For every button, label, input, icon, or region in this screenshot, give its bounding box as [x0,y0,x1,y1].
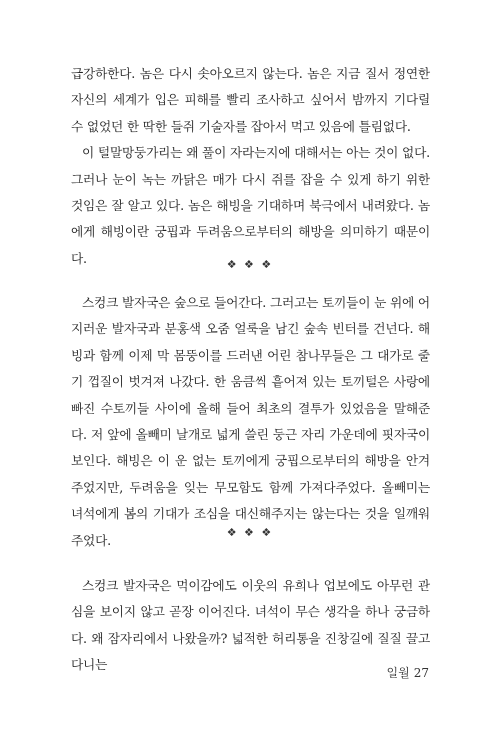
paragraph-1: 급강하한다. 놈은 다시 솟아오르지 않는다. 놈은 지금 질서 정연한 자신의 세계가 입은 피해를 빨리 조사하고 싶어서 밤까지 기다릴 수 없었던 한 딱한 들쥐 기술자를 잡아서 먹고 있음에 틀림없다. [71,66,430,134]
footer-section-name: 일월 [386,666,410,680]
page-footer [387,664,429,681]
page-number: 27 [413,666,429,680]
paragraph-3: 스컹크 발자국은 숲으로 들어간다. 그러고는 토끼들이 눈 위에 어지러운 발자국과 분홍색 오줌 얼룩을 남긴 숲속 빈터를 건넌다. 해빙과 함께 이제 막 몸뚱이를 드러낸 어린 참나무들은 그 대가로 줄기 껍질이 벗겨져 나갔다. 한 움큼씩 흩어져 있는 토끼털은 사랑에 빠진 수토끼들 사이에 올해 들어 최초의 결투가 있었음을 말해준다. 저 앞에 올빼미 날개로 넓게 쓸린 둥근 자리 가운데에 핏자국이 보인다. 해빙은 이 운 없는 토끼에게 궁핍으로부터의 해방을 안겨주었지만, 두려움을 잊는 무모함도 함께 가져다주었다. 올빼미는 녀석에게 봄의 기대가 조심을 대신해주지는 않는다는 것을 일깨워주었다. [71,295,430,548]
section-separator-1: ❖ ❖ ❖ [226,258,274,271]
text-section-1 [71,61,430,272]
text-section-3 [71,573,430,679]
section-separator-2: ❖ ❖ ❖ [226,526,274,539]
text-section-2 [71,290,430,554]
paragraph-4: 스컹크 발자국은 먹이감에도 이웃의 유희나 업보에도 아무런 관심을 보이지 않고 곧장 이어진다. 녀석이 무슨 생각을 하나 궁금하다. 왜 잠자리에서 나왔을까? 넓적한 허리통을 진창길에 질질 끌고 다니는 [71,578,430,673]
paragraph-2: 이 털말망둥가리는 왜 풀이 자라는지에 대해서는 아는 것이 없다. 그러나 눈이 녹는 까닭은 매가 다시 쥐를 잡을 수 있게 하기 위한 것임은 잘 알고 있다. 놈은 해빙을 기대하며 북극에서 내려왔다. 놈에게 해빙이란 궁핍과 두려움으로부터의 해방을 의미하기 때문이다. [71,145,430,266]
